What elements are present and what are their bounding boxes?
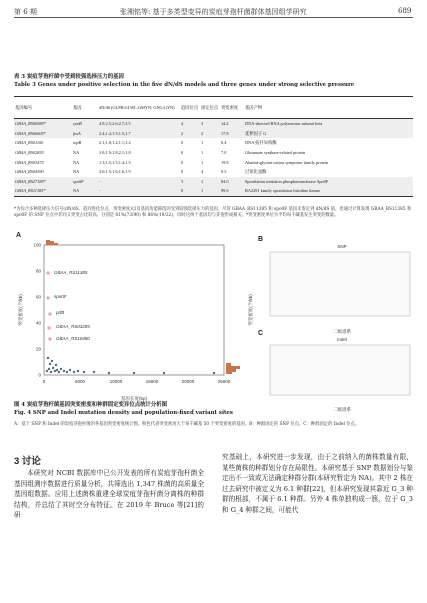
- cell-product: Glutamate synthase-related protein: [245, 150, 306, 156]
- panel-a-x-ticks: [43, 379, 231, 384]
- panel-c-title: Indel: [337, 337, 347, 342]
- annotation-gbaa-rs10480: GBAA_RS10480: [56, 336, 90, 341]
- th-gene: 基因: [73, 105, 82, 110]
- cell-gene: NA: [73, 159, 80, 165]
- cell-gene: NA: [73, 150, 80, 156]
- th-dnds: dN/dS (GLPB;GLWL;GMYN; GNG;GYN): [99, 105, 175, 110]
- figure-caption-en-label: Fig. 4: [14, 410, 32, 416]
- th-density: 突变密度: [221, 105, 239, 110]
- header-rule: [14, 17, 413, 18]
- cell-gene-id: GBAA_RS03475: [15, 159, 44, 165]
- cell-dnds: 2.4;1.4;1.5;1.5;1.7: [98, 129, 180, 139]
- annotation-gbaa-rs11385: GBAA_RS11385: [54, 270, 88, 275]
- cell-fixed: 4: [201, 169, 204, 175]
- cell-dnds: 2.1;1.0;1.2;1.1;1.2: [99, 140, 131, 146]
- point-spo0f: [46, 296, 49, 299]
- panel-b-label: B: [258, 236, 264, 243]
- cell-density: 19.8: [221, 159, 229, 165]
- panel-c-label: C: [258, 330, 264, 337]
- panel-c-frame: [270, 345, 410, 395]
- panel-a-scatter: [14, 240, 260, 410]
- table-row: [14, 119, 413, 129]
- panel-a-x-tick: 5000: [74, 379, 86, 384]
- panel-a-label: A: [16, 232, 22, 239]
- table-row: [14, 186, 413, 196]
- table-header-row: [14, 97, 413, 119]
- body-left-column: [14, 468, 204, 521]
- panel-b-heatmap: [262, 240, 414, 335]
- body-right-column: [222, 452, 413, 516]
- cell-convergent: 8: [180, 186, 200, 196]
- table-caption-cn: 表 3 炭疽芽孢杆菌中受到较强选择压力的基因: [14, 74, 124, 80]
- cell-product: Alanine:glycine:cation symporter family protein: [245, 159, 329, 165]
- point-prfb: [48, 312, 51, 315]
- figure-caption-en: [14, 410, 233, 416]
- cell-density: 99.6: [220, 186, 244, 196]
- cell-gene-id: GBAA_RS11385*: [14, 186, 72, 196]
- figure-note: A：基于 SNP 和 Indel 的炭疽芽孢杆菌的各基因突变密度统计图。粉色代表突变密度大于每千碱基 50 个突变密度的基因。B：种群固定的 SNP 位点。C：种群固定的 Indel 位点。: [14, 422, 360, 427]
- point-gbaa-rs11385: [46, 271, 49, 274]
- table-row: [14, 148, 413, 158]
- cell-density: 6.4: [221, 140, 227, 146]
- body-left-paragraph: 本研究对 NCBI 数据库中已公开发表的所有炭疽芽孢杆菌全基因组测序数据进行质量分析，共筛选出 1,347 株菌的高质量全基因组数据。应用上述菌株重建全球炭疽芽孢杆菌分离株的种群结构，并总结了其时空分布特征。在 2019 年 Bruce 等[21]的研: [14, 469, 204, 520]
- panel-a-x-tick: 15000: [145, 379, 159, 384]
- cell-gene: topB: [73, 140, 82, 146]
- cell-gene: NA: [73, 169, 80, 175]
- panel-a-y-ticks: [33, 243, 41, 378]
- panel-a-xlabel: 基因长度(bp): [120, 396, 148, 401]
- panel-a-x-tick: 25000: [217, 379, 231, 384]
- body-right-paragraph: 究基础上，本研究进一步发现，由于之前纳入的菌株数量有限，某些菌株的种群划分存在局限性。本研究基于 SNP 数据划分与鉴定出不一致或无法确定种群分群(本研究暂定为 NA)。其中 2 株在过去研究中被定义为 6.1 种群[22]，但本研究发现其靠近 G_3 种群的根部，不属于 6.1 种群。另外 4 株单独构成一簇，位于 G_3 和 G_4 种群之间，可能代: [222, 453, 414, 514]
- table-row: [14, 157, 413, 167]
- cell-gene-id: GBAA_RS00580*: [14, 119, 72, 129]
- panel-a-y-tick: 20: [35, 346, 41, 352]
- panel-a-x-tick: 10000: [109, 379, 123, 384]
- th-product: 基因产物: [245, 105, 263, 110]
- panel-a-y-tick: 40: [35, 320, 41, 326]
- cell-gene-id: GBAA_RS04590: [15, 169, 44, 175]
- cell-convergent: 0: [181, 169, 184, 175]
- panel-b-title: SNP: [337, 244, 347, 249]
- panel-a-y-tick: 0: [38, 372, 41, 378]
- cell-fixed: 3: [200, 119, 220, 129]
- cell-fixed: 1: [200, 186, 220, 196]
- cell-dnds: 3.0;1.5;1.6;1.6;1.9: [99, 169, 131, 175]
- annotation-gbaa-rs03285: GBAA_RS03285: [56, 324, 90, 329]
- th-fixed: 固定位点: [201, 105, 219, 110]
- cell-dnds: 4.8;2.5;2.6;2.7;2.5: [98, 119, 180, 129]
- cell-product: 过氧化氢酶: [245, 169, 267, 175]
- table-row: [14, 138, 413, 148]
- cell-density: 17.8: [220, 129, 244, 139]
- figure-caption-cn: 图 4 炭疽芽孢杆菌基因突变密度和种群固定变异位点统计分析图: [14, 402, 168, 408]
- panel-a-right-histogram: [226, 363, 240, 374]
- table-row: [14, 177, 413, 187]
- cell-gene: spo0F: [72, 177, 98, 187]
- panel-b-frame: [270, 252, 410, 316]
- panel-a-top-histogram: [46, 240, 58, 245]
- table-row: [14, 129, 413, 139]
- panel-a-frame: [44, 245, 224, 375]
- cell-dnds: 1.3;1.5;1.5;1.4;1.5: [99, 159, 131, 165]
- panel-a-y-tick: 60: [35, 294, 41, 300]
- panel-a-x-tick: 20000: [181, 379, 195, 384]
- cell-fixed: 1: [201, 140, 204, 146]
- panel-a-bulk-points: [46, 357, 215, 374]
- cell-gene: NA: [72, 186, 98, 196]
- cell-convergent: 0: [181, 140, 184, 146]
- cell-product: DNA-directed RNA polymerase subunit beta: [244, 119, 413, 129]
- annotation-spo0f: spo0F: [54, 294, 67, 299]
- cell-gene: rpoB: [72, 119, 98, 129]
- cell-dnds: -: [98, 177, 180, 187]
- panel-a-x-tick: 0: [42, 379, 46, 384]
- cell-gene: fusA: [72, 129, 98, 139]
- section-title: 3 讨论: [14, 456, 41, 467]
- cell-density: 84.0: [220, 177, 244, 187]
- table-footnote: *为综合多种选择压力信号(dN/dS、趋同进化位点、突变密度)以及基因功能筛选的受到较强选择压力的基因。尽管 GBAA_RS11385 和 spo0F 基因未鉴定到 dN/dS 值，但通过计算发现 GBAA_RS11385 和 spo0F 的 SNP 位点中非同义突变占比较高，分别是 81%(73/90) 和 86%(19/22)，同时这两个基因均与芽孢形成相关。*突变密度单位为平均每千碱基发生突变的数量。: [14, 207, 412, 219]
- panel-a-ylabel: 突变密度(个/kb): [18, 294, 23, 326]
- cell-fixed: 1: [201, 150, 204, 156]
- cell-product: Sporulation initiation phosphotransferase Spo0F: [244, 177, 413, 187]
- panel-b-xlabel: 二级谱系: [333, 329, 351, 334]
- cell-density: 9.5: [221, 169, 227, 175]
- panel-a-right-ylabel: 突变密度(个/kb): [248, 294, 253, 326]
- genes-table: [14, 96, 413, 197]
- header-page: 689: [398, 7, 412, 15]
- cell-gene-id: GBAA_RS00605*: [14, 129, 72, 139]
- cell-convergent: 0: [181, 159, 184, 165]
- cell-product: DNA 拓扑异构酶: [245, 140, 277, 146]
- panel-a-annotations: [54, 270, 90, 341]
- header-issue: 第 6 期: [14, 8, 37, 16]
- panel-a-points: [46, 271, 51, 340]
- figure-caption-en-text: SNP and Indel mutation density and population-fixed variant sites: [32, 410, 233, 416]
- cell-density: 7.0: [221, 150, 227, 156]
- point-gbaa-rs03285: [47, 326, 50, 329]
- header-title: 张湘铭等: 基于多类型变异的炭疽芽孢杆菌群体基因组学研究: [120, 8, 307, 16]
- cell-fixed: 2: [200, 129, 220, 139]
- cell-density: 14.4: [220, 119, 244, 129]
- cell-convergent: 4: [180, 119, 200, 129]
- cell-gene-id: GBAA_RS02855: [15, 150, 44, 156]
- table-caption-en: Table 3 Genes under positive selection in the five dN/dS models and three genes under strong selective pressure: [14, 82, 355, 88]
- table-row: [14, 167, 413, 177]
- panel-c-xlabel: 二级谱系: [333, 407, 351, 412]
- th-gene-id: 基因编号: [15, 105, 33, 110]
- cell-product: 延伸因子 G: [244, 129, 413, 139]
- cell-product: BA2291 family sporulation histidine kinase: [244, 186, 413, 196]
- panel-a-y-tick: 80: [35, 268, 41, 274]
- cell-dnds: -: [98, 186, 180, 196]
- cell-gene-id: GBAA_RS01100: [15, 140, 44, 146]
- cell-convergent: 2: [180, 129, 200, 139]
- cell-convergent: 3: [180, 177, 200, 187]
- cell-convergent: 0: [181, 150, 184, 156]
- panel-a-y-tick: 100: [33, 242, 41, 248]
- point-gbaa-rs10480: [48, 337, 51, 340]
- cell-dnds: 3.8;1.9;1.8;2.1;1.8: [99, 150, 131, 156]
- panel-c-heatmap: [262, 333, 414, 413]
- cell-fixed: 1: [200, 177, 220, 187]
- cell-fixed: 1: [201, 159, 204, 165]
- annotation-prfb: prfB: [56, 310, 65, 315]
- th-convergent: 趋同位点: [181, 105, 199, 110]
- cell-gene-id: GBAA_RS27185*: [14, 177, 72, 187]
